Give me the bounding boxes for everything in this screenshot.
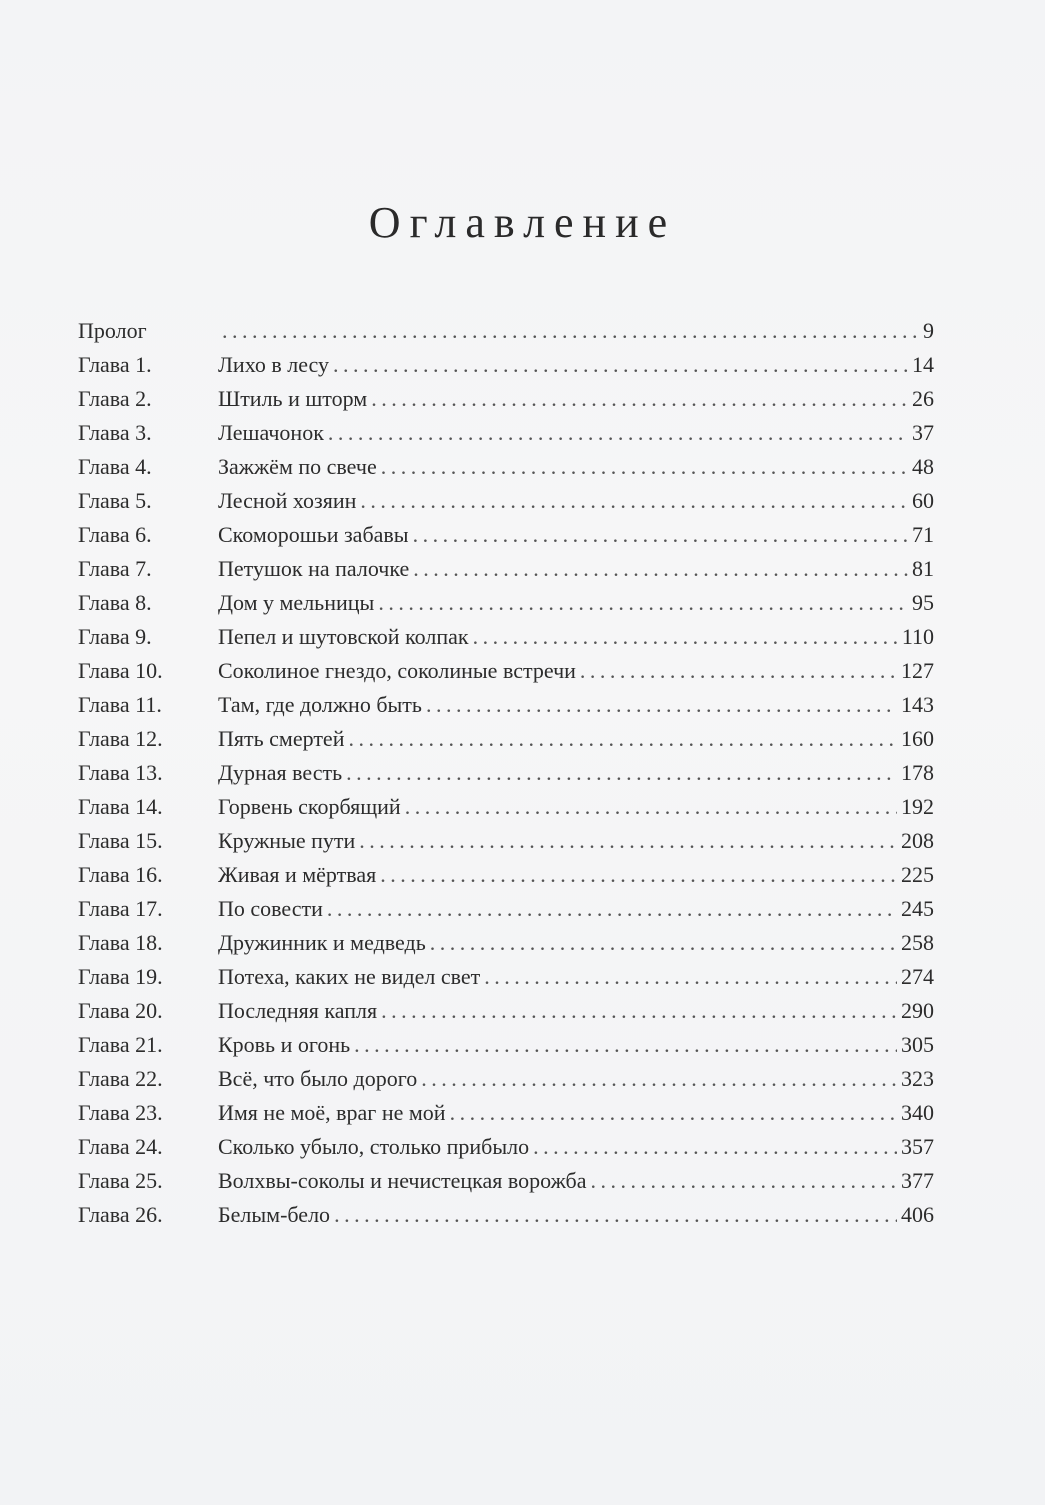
toc-entry bbox=[78, 318, 934, 352]
toc-entry-label: Глава 20. bbox=[78, 998, 163, 1023]
toc-entry-page: 245 bbox=[901, 896, 934, 921]
toc-entry-label: Глава 19. bbox=[78, 964, 163, 989]
toc-leader-dots bbox=[405, 794, 897, 820]
toc-leader-dots bbox=[413, 556, 908, 582]
toc-leader-dots bbox=[450, 1100, 897, 1126]
toc-entry-page: 178 bbox=[901, 760, 934, 785]
toc-entry-label: Глава 21. bbox=[78, 1032, 163, 1057]
toc-entry-label: Глава 26. bbox=[78, 1202, 163, 1227]
toc-entry-title: Дружинник и медведь bbox=[218, 930, 426, 955]
toc-entry-title: Дом у мельницы bbox=[218, 590, 375, 615]
toc-entry-title: Последняя капля bbox=[218, 998, 378, 1023]
toc-leader-dots bbox=[590, 1168, 897, 1194]
toc-entry-label: Глава 16. bbox=[78, 862, 163, 887]
toc-entry-label: Глава 18. bbox=[78, 930, 163, 955]
toc-leader-dots bbox=[413, 522, 908, 548]
toc-entry-title: Потеха, каких не видел свет bbox=[218, 964, 481, 989]
toc-entry bbox=[78, 1168, 934, 1202]
toc-entry-title: Пять смертей bbox=[218, 726, 345, 751]
toc-leader-dots bbox=[222, 318, 919, 344]
toc-entry-page: 143 bbox=[901, 692, 934, 717]
toc-leader-dots bbox=[328, 420, 908, 446]
toc-entry-label: Глава 1. bbox=[78, 352, 152, 377]
toc-entry-title: Всё, что было дорого bbox=[218, 1066, 418, 1091]
toc-entry-page: 71 bbox=[912, 522, 934, 547]
toc-leader-dots bbox=[533, 1134, 897, 1160]
toc-entry-page: 48 bbox=[912, 454, 934, 479]
toc-entry-label: Глава 24. bbox=[78, 1134, 163, 1159]
toc-entry-label: Глава 10. bbox=[78, 658, 163, 683]
toc-entry bbox=[78, 1100, 934, 1134]
toc-entry-page: 357 bbox=[901, 1134, 934, 1159]
toc-entry-title: Зажжём по свече bbox=[218, 454, 377, 479]
toc-entry-title: Скоморошьи забавы bbox=[218, 522, 409, 547]
toc-entry-title: Живая и мёртвая bbox=[218, 862, 377, 887]
toc-entry-page: 14 bbox=[912, 352, 934, 377]
toc-entry-label: Глава 4. bbox=[78, 454, 152, 479]
toc-leader-dots bbox=[381, 454, 908, 480]
toc-entry-title: Соколиное гнездо, соколиные встречи bbox=[218, 658, 576, 683]
toc-leader-dots bbox=[371, 386, 908, 412]
toc-entry bbox=[78, 1066, 934, 1100]
toc-entry-label: Глава 14. bbox=[78, 794, 163, 819]
toc-leader-dots bbox=[354, 1032, 897, 1058]
toc-entry-label: Глава 17. bbox=[78, 896, 163, 921]
toc-entry-title: Там, где должно быть bbox=[218, 692, 422, 717]
toc-leader-dots bbox=[333, 352, 908, 378]
toc-entry bbox=[78, 590, 934, 624]
toc-entry-label: Глава 3. bbox=[78, 420, 152, 445]
toc-entry-title: Сколько убыло, столько прибыло bbox=[218, 1134, 530, 1159]
toc-entry-label: Глава 11. bbox=[78, 692, 162, 717]
toc-entry-page: 60 bbox=[912, 488, 934, 513]
toc-entry-page: 208 bbox=[901, 828, 934, 853]
toc-entry-page: 26 bbox=[912, 386, 934, 411]
toc-leader-dots bbox=[346, 760, 897, 786]
toc-entry bbox=[78, 726, 934, 760]
toc-entry-title: Дурная весть bbox=[218, 760, 343, 785]
toc-entry-label: Глава 15. bbox=[78, 828, 163, 853]
toc-entry-title: Кровь и огонь bbox=[218, 1032, 351, 1057]
toc-entry-title: Волхвы-соколы и нечистецкая ворожба bbox=[218, 1168, 587, 1193]
toc-entry bbox=[78, 1202, 934, 1236]
toc-entry-title: Кружные пути bbox=[218, 828, 356, 853]
toc-entry-title: Лешачонок bbox=[218, 420, 324, 445]
toc-leader-dots bbox=[378, 590, 908, 616]
toc-entry bbox=[78, 556, 934, 590]
toc-leader-dots bbox=[360, 488, 908, 514]
toc-entry bbox=[78, 352, 934, 386]
toc-entry bbox=[78, 488, 934, 522]
toc-entry-page: 377 bbox=[901, 1168, 934, 1193]
toc-entry bbox=[78, 420, 934, 454]
toc-leader-dots bbox=[580, 658, 897, 684]
toc-entry-label: Глава 9. bbox=[78, 624, 152, 649]
toc-entry-page: 127 bbox=[901, 658, 934, 683]
toc-entry-page: 225 bbox=[901, 862, 934, 887]
toc-entry-page: 340 bbox=[901, 1100, 934, 1125]
toc-entry-page: 258 bbox=[901, 930, 934, 955]
toc-leader-dots bbox=[430, 930, 897, 956]
toc-entry-page: 290 bbox=[901, 998, 934, 1023]
toc-entry bbox=[78, 454, 934, 488]
toc-entry-label: Глава 13. bbox=[78, 760, 163, 785]
toc-entry-label: Глава 25. bbox=[78, 1168, 163, 1193]
page-title: Оглавление bbox=[368, 198, 677, 248]
toc-leader-dots bbox=[327, 896, 897, 922]
toc-entry-page: 160 bbox=[901, 726, 934, 751]
toc-entry bbox=[78, 1134, 934, 1168]
toc-entry bbox=[78, 964, 934, 998]
toc-entry-label: Пролог bbox=[78, 318, 147, 343]
toc-entry-title: Белым-бело bbox=[218, 1202, 331, 1227]
toc-entry-title: Имя не моё, враг не мой bbox=[218, 1100, 446, 1125]
toc-leader-dots bbox=[348, 726, 897, 752]
toc-entry bbox=[78, 794, 934, 828]
toc-entry bbox=[78, 658, 934, 692]
toc-entry bbox=[78, 760, 934, 794]
toc-entry-label: Глава 2. bbox=[78, 386, 152, 411]
toc-entry-title: Лихо в лесу bbox=[218, 352, 330, 377]
toc-entry-label: Глава 6. bbox=[78, 522, 152, 547]
table-of-contents bbox=[78, 318, 934, 1236]
toc-entry bbox=[78, 896, 934, 930]
toc-entry-title: Пепел и шутовской колпак bbox=[218, 624, 469, 649]
toc-entry-page: 81 bbox=[912, 556, 934, 581]
toc-entry-label: Глава 22. bbox=[78, 1066, 163, 1091]
toc-entry-title: Петушок на палочке bbox=[218, 556, 410, 581]
toc-leader-dots bbox=[421, 1066, 897, 1092]
toc-leader-dots bbox=[484, 964, 897, 990]
toc-entry-label: Глава 8. bbox=[78, 590, 152, 615]
toc-entry-page: 323 bbox=[901, 1066, 934, 1091]
toc-entry bbox=[78, 862, 934, 896]
toc-entry-page: 95 bbox=[912, 590, 934, 615]
toc-leader-dots bbox=[359, 828, 897, 854]
toc-leader-dots bbox=[473, 624, 898, 650]
toc-leader-dots bbox=[381, 998, 897, 1024]
toc-entry-title: Штиль и шторм bbox=[218, 386, 368, 411]
toc-entry-page: 37 bbox=[912, 420, 934, 445]
toc-entry bbox=[78, 522, 934, 556]
toc-entry-title: По совести bbox=[218, 896, 323, 921]
toc-entry-title: Лесной хозяин bbox=[218, 488, 357, 513]
toc-entry-title: Горвень скорбящий bbox=[218, 794, 401, 819]
toc-entry bbox=[78, 386, 934, 420]
toc-entry bbox=[78, 692, 934, 726]
toc-entry-page: 305 bbox=[901, 1032, 934, 1057]
toc-entry-page: 192 bbox=[901, 794, 934, 819]
toc-entry-page: 406 bbox=[901, 1202, 934, 1227]
toc-leader-dots bbox=[380, 862, 897, 888]
toc-entry bbox=[78, 1032, 934, 1066]
toc-entry-label: Глава 5. bbox=[78, 488, 152, 513]
toc-entry-label: Глава 12. bbox=[78, 726, 163, 751]
toc-entry bbox=[78, 828, 934, 862]
toc-entry bbox=[78, 998, 934, 1032]
toc-entry-label: Глава 7. bbox=[78, 556, 152, 581]
toc-entry-page: 110 bbox=[901, 624, 934, 649]
toc-entry-page: 9 bbox=[923, 318, 934, 343]
toc-leader-dots bbox=[334, 1202, 897, 1228]
toc-leader-dots bbox=[426, 692, 897, 718]
toc-entry bbox=[78, 930, 934, 964]
toc-entry-label: Глава 23. bbox=[78, 1100, 163, 1125]
toc-entry-page: 274 bbox=[901, 964, 934, 989]
toc-entry bbox=[78, 624, 934, 658]
